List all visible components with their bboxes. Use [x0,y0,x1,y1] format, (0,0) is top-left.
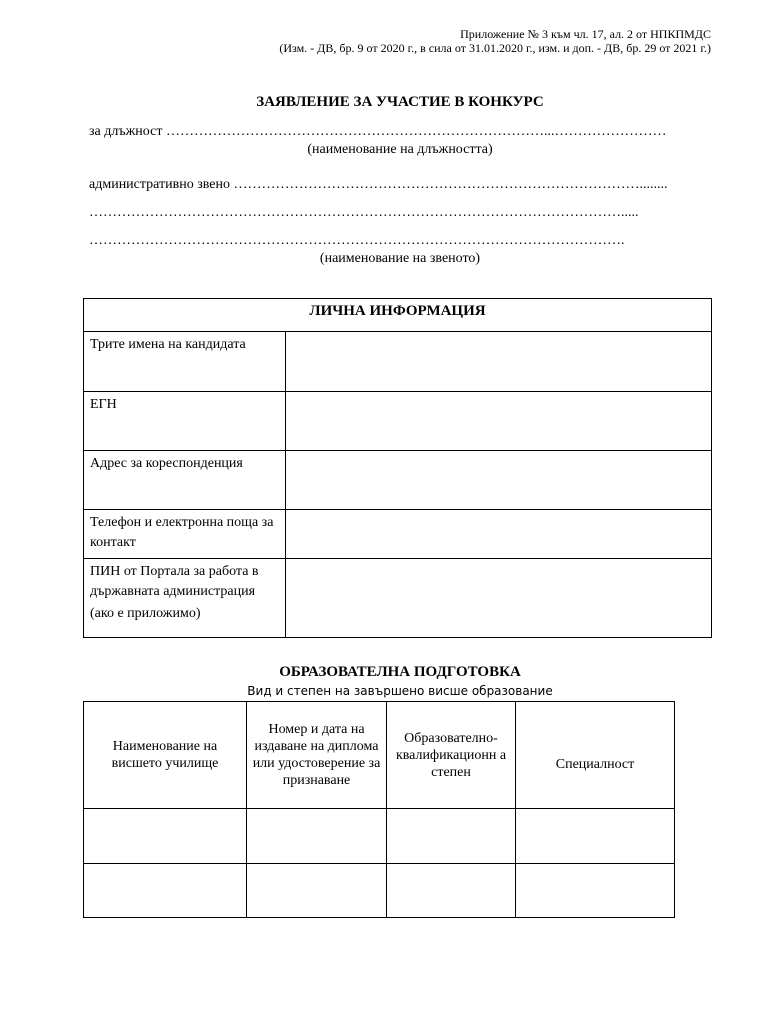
specialty-cell[interactable] [516,864,675,918]
address-field[interactable] [286,451,712,510]
personal-info-heading: ЛИЧНА ИНФОРМАЦИЯ [84,299,712,332]
education-heading: ОБРАЗОВАТЕЛНА ПОДГОТОВКА [279,664,521,680]
education-subheading: Вид и степен на завършено висше образование [247,684,553,698]
table-row [84,392,712,451]
column-header-specialty: Специалност [516,702,675,809]
position-caption: (наименование на длъжността) [307,142,493,157]
education-table [83,701,675,918]
degree-cell[interactable] [387,809,516,864]
unit-caption: (наименование на звеното) [319,251,481,266]
table-row [84,510,712,559]
degree-cell[interactable] [387,864,516,918]
full-name-label: Трите имена на кандидата [84,332,286,392]
annex-reference [279,27,711,55]
diploma-cell[interactable] [247,809,387,864]
unit-field-line-2[interactable]: ……………………………………………………………………………………………………..... [89,205,639,220]
position-field[interactable]: за длъжност ………………………………………………………………………...…………………… [89,124,667,139]
table-header-row [84,702,675,809]
diploma-cell[interactable] [247,864,387,918]
annex-line-1: Приложение № 3 към чл. 17, ал. 2 от НПКПМДС [460,27,711,41]
address-label: Адрес за кореспонденция [84,451,286,510]
table-row [84,451,712,510]
annex-line-2: (Изм. - ДВ, бр. 9 от 2020 г., в сила от 31.01.2020 г., изм. и доп. - ДВ, бр. 29 от 2021 г.) [279,41,711,55]
unit-field-line-3[interactable]: ……………………………………………………………………………………………………. [89,233,625,248]
table-row [84,559,712,638]
pin-field[interactable] [286,559,712,638]
institution-cell[interactable] [84,864,247,918]
table-row [84,809,675,864]
table-row [84,332,712,392]
pin-note: (ако е приложимо) [90,606,201,621]
column-header-institution: Наименование на висшето училище [84,702,247,809]
document-title: ЗАЯВЛЕНИЕ ЗА УЧАСТИЕ В КОНКУРС [256,94,544,110]
contact-field[interactable] [286,510,712,559]
specialty-cell[interactable] [516,809,675,864]
column-header-degree: Образователно-квалификационн а степен [387,702,516,809]
personal-info-table [83,298,712,638]
table-row [84,864,675,918]
institution-cell[interactable] [84,809,247,864]
contact-label: Телефон и електронна поща за контакт [84,510,286,559]
unit-field-line-1[interactable]: административно звено ……………………………………………………………………………........ [89,177,668,192]
column-header-diploma: Номер и дата на издаване на диплома или удостоверение за признаване [247,702,387,809]
pin-label-cell [84,559,286,638]
full-name-field[interactable] [286,332,712,392]
egn-field[interactable] [286,392,712,451]
egn-label: ЕГН [84,392,286,451]
pin-label: ПИН от Портала за работа в държавната администрация [90,564,259,599]
